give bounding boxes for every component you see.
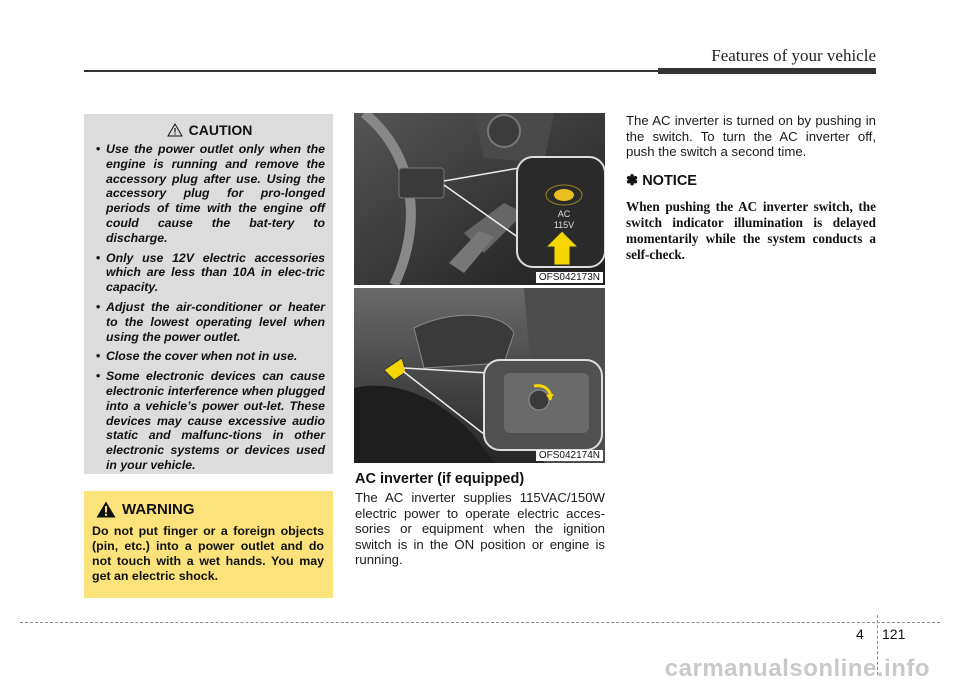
caution-list (94, 142, 325, 473)
photo-code: OFS042173N (536, 272, 603, 283)
switch-label-voltage: 115V (553, 220, 575, 230)
footer-rule (20, 622, 940, 623)
caution-box (84, 114, 333, 474)
ac-inverter-heading: AC inverter (if equipped) (355, 471, 525, 487)
caution-triangle-icon (167, 123, 183, 137)
notice-star-icon: ✽ (626, 173, 639, 189)
notice-heading (626, 173, 697, 189)
warning-triangle-icon (96, 501, 116, 518)
caution-item: • Some electronic devices can cause electronic interference when plugged into a vehicle’s power out-let. These devices may cause excessive audio static and malfunc-tions in other electronic systems or devices used in your vehicle. (94, 369, 325, 473)
ac-outlet-console-photo (354, 288, 605, 463)
caution-item: • Only use 12V electric accessories which are less than 10A in elec-tric capacity. (94, 251, 325, 295)
photo-code: OFS042174N (536, 450, 603, 461)
caution-item: • Adjust the air-conditioner or heater to the lowest operating level when using the power outlet. (94, 300, 325, 344)
switch-label-ac: AC (557, 209, 571, 219)
warning-heading (92, 501, 324, 518)
ac-switch-dashboard-photo (354, 113, 605, 285)
section-title: Features of your vehicle (711, 46, 876, 65)
console-illustration (354, 288, 605, 463)
warning-title: WARNING (122, 501, 195, 518)
header-rule (84, 70, 658, 72)
ac-inverter-body: The AC inverter supplies 115VAC/150W electric power to operate electric acces-sories or equipment when the ignition switch is in the ON position or engine is running. (355, 490, 605, 568)
notice-text: When pushing the AC inverter switch, the switch indicator illumination is delayed momentarily while the system conducts a self-check. (626, 199, 876, 262)
notice-title: NOTICE (642, 173, 697, 189)
dashboard-illustration (354, 113, 605, 285)
warning-box (84, 491, 333, 598)
ac-inverter-usage-text: The AC inverter is turned on by pushing in the switch. To turn the AC inverter off, push the switch a second time. (626, 113, 876, 160)
page-number: 121 (882, 626, 906, 642)
caution-item: • Close the cover when not in use. (94, 349, 325, 364)
chapter-number: 4 (856, 626, 864, 642)
header-bar (658, 68, 876, 74)
caution-heading (94, 122, 325, 138)
watermark: carmanualsonline.info (664, 655, 930, 682)
caution-title: CAUTION (188, 122, 253, 138)
warning-text: Do not put finger or a foreign objects (pin, etc.) into a power outlet and do not touch with a wet hands. You may get an electric shock. (92, 524, 324, 583)
caution-item: • Use the power outlet only when the engine is running and remove the accessory plug after use. Using the accessory plug for pro-longed periods of time with the engine off could cause the bat-tery to discharge. (94, 142, 325, 246)
